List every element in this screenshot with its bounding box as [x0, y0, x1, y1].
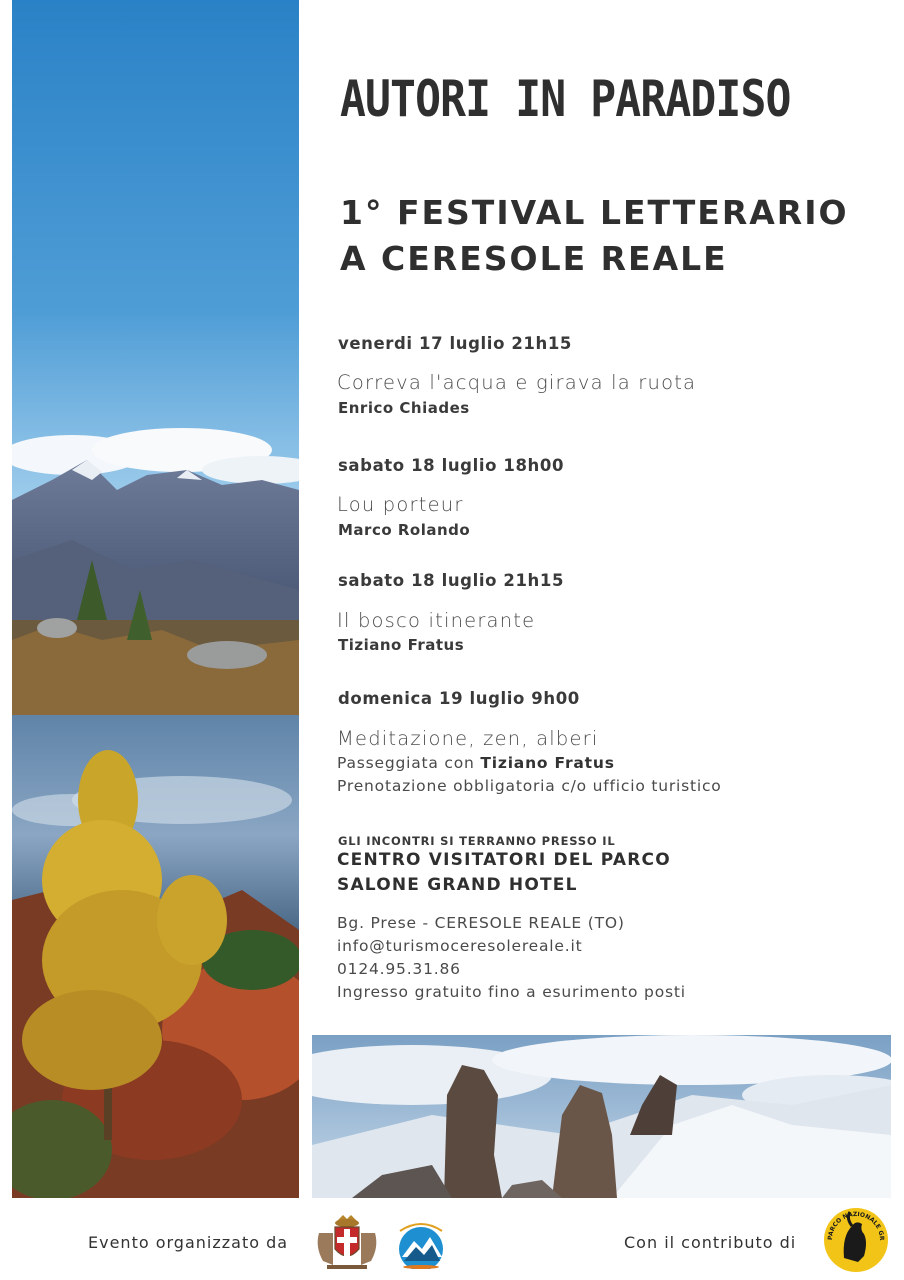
- event-title: Il bosco itinerante: [337, 609, 536, 632]
- contact-address: Bg. Prese - CERESOLE REALE (TO): [337, 914, 625, 932]
- venue-line-1: CENTRO VISITATORI DEL PARCO: [337, 850, 671, 870]
- bottom-mountain-photo: [312, 1035, 891, 1198]
- ceresole-reale-logo: [394, 1217, 448, 1269]
- event-date: sabato 18 luglio 21h15: [338, 571, 565, 590]
- left-landscape-photo: [12, 0, 299, 1198]
- walk-prefix: Passeggiata con: [337, 754, 481, 772]
- venue-line-2: SALONE GRAND HOTEL: [337, 875, 578, 895]
- event-author: Enrico Chiades: [338, 399, 470, 417]
- poster-title: AUTORI IN PARADISO: [340, 70, 791, 128]
- walk-author: Tiziano Fratus: [480, 754, 615, 772]
- organized-by-label: Evento organizzato da: [88, 1233, 289, 1252]
- event-date: venerdi 17 luglio 21h15: [338, 334, 573, 353]
- poster-subtitle: [340, 190, 849, 282]
- subtitle-line-1: 1° FESTIVAL LETTERARIO: [340, 193, 849, 232]
- subtitle-line-2: A CERESOLE REALE: [340, 239, 728, 278]
- coat-of-arms-logo: [313, 1213, 381, 1271]
- venue-intro: GLI INCONTRI SI TERRANNO PRESSO IL: [338, 834, 616, 848]
- event-title: Meditazione, zen, alberi: [337, 727, 599, 750]
- event-note: Prenotazione obbligatoria c/o ufficio turistico: [337, 777, 722, 795]
- event-author: Tiziano Fratus: [338, 636, 465, 654]
- contact-email[interactable]: info@turismoceresolereale.it: [337, 937, 583, 955]
- event-walk-line: [337, 754, 615, 772]
- event-title: Lou porteur: [337, 493, 464, 516]
- event-title: Correva l'acqua e girava la ruota: [337, 371, 697, 394]
- event-date: sabato 18 luglio 18h00: [338, 456, 565, 475]
- contribution-label: Con il contributo di: [624, 1233, 797, 1252]
- gran-paradiso-park-logo: [822, 1206, 890, 1274]
- contact-phone: 0124.95.31.86: [337, 960, 461, 978]
- event-author: Marco Rolando: [338, 521, 471, 539]
- contact-entry-note: Ingresso gratuito fino a esurimento posti: [337, 983, 686, 1001]
- event-date: domenica 19 luglio 9h00: [338, 689, 580, 708]
- park-logo-text: PARCO NAZIONALE GR: [826, 1210, 886, 1241]
